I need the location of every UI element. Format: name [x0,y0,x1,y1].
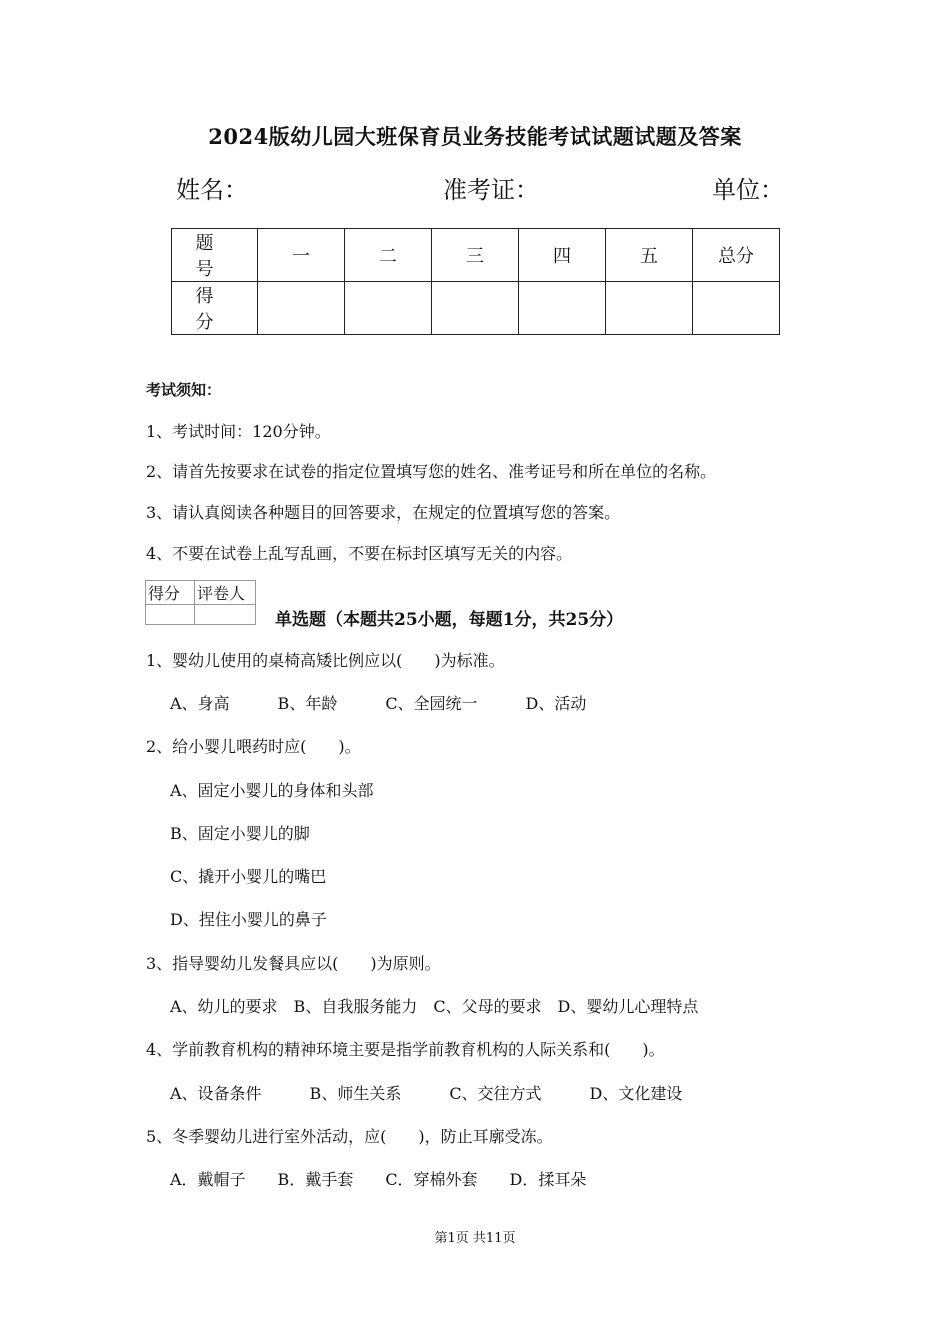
score-table-score-row [172,282,780,335]
score-table [171,228,780,335]
score-table-header-cell: 四 [519,229,606,282]
grader-name-label: 评卷人 [195,581,256,605]
question-options: A、设备条件 B、师生关系 C、交往方式 D、文化建设 [170,1084,683,1103]
question-stem: 2、给小婴儿喂药时应( )。 [146,737,361,756]
score-total-cell[interactable] [693,282,780,335]
question-options: A、身高 B、年龄 C、全园统一 D、活动 [170,694,587,713]
name-field-label: 姓名： [176,176,248,204]
notice-item: 1、考试时间：120分钟。 [146,422,331,441]
section-title: 单选题（本题共25小题，每题1分，共25分） [275,610,624,630]
score-cell[interactable] [519,282,606,335]
notice-item: 2、请首先按要求在试卷的指定位置填写您的姓名、准考证号和所在单位的名称。 [146,462,717,481]
score-table-header-label: 题 号 [172,229,258,282]
grader-name-cell[interactable] [195,605,256,625]
question-option: A、固定小婴儿的身体和头部 [170,781,374,800]
score-cell[interactable] [345,282,432,335]
grader-score-cell[interactable] [146,605,195,625]
question-option: D、捏住小婴儿的鼻子 [170,910,327,929]
grader-box [145,580,256,625]
exam-id-field-label: 准考证： [443,176,539,204]
score-cell[interactable] [432,282,519,335]
unit-field-label: 单位： [712,176,784,204]
question-stem: 5、冬季婴幼儿进行室外活动，应( )，防止耳廓受冻。 [146,1127,553,1146]
exam-title: 2024版幼儿园大班保育员业务技能考试试题试题及答案 [208,124,742,149]
question-option: B、固定小婴儿的脚 [170,824,310,843]
grader-score-label: 得分 [146,581,195,605]
question-option: C、撬开小婴儿的嘴巴 [170,867,327,886]
question-options: A、幼儿的要求 B、自我服务能力 C、父母的要求 D、婴幼儿心理特点 [170,997,699,1016]
score-table-header-cell: 五 [606,229,693,282]
score-table-header-cell: 二 [345,229,432,282]
score-table-header-row [172,229,780,282]
score-cell[interactable] [606,282,693,335]
question-stem: 1、婴幼儿使用的桌椅高矮比例应以( )为标准。 [146,651,505,670]
score-table-header-cell: 一 [258,229,345,282]
score-table-header-total: 总分 [693,229,780,282]
score-table-row-label: 得 分 [172,282,258,335]
question-options: A．戴帽子 B．戴手套 C．穿棉外套 D．揉耳朵 [170,1170,587,1189]
page-footer: 第1页 共11页 [434,1231,516,1246]
notice-item: 3、请认真阅读各种题目的回答要求，在规定的位置填写您的答案。 [146,503,621,522]
notice-heading: 考试须知： [146,381,222,399]
notice-item: 4、不要在试卷上乱写乱画，不要在标封区填写无关的内容。 [146,544,573,563]
question-stem: 3、指导婴幼儿发餐具应以( )为原则。 [146,954,441,973]
question-stem: 4、学前教育机构的精神环境主要是指学前教育机构的人际关系和( )。 [146,1040,665,1059]
score-table-header-cell: 三 [432,229,519,282]
